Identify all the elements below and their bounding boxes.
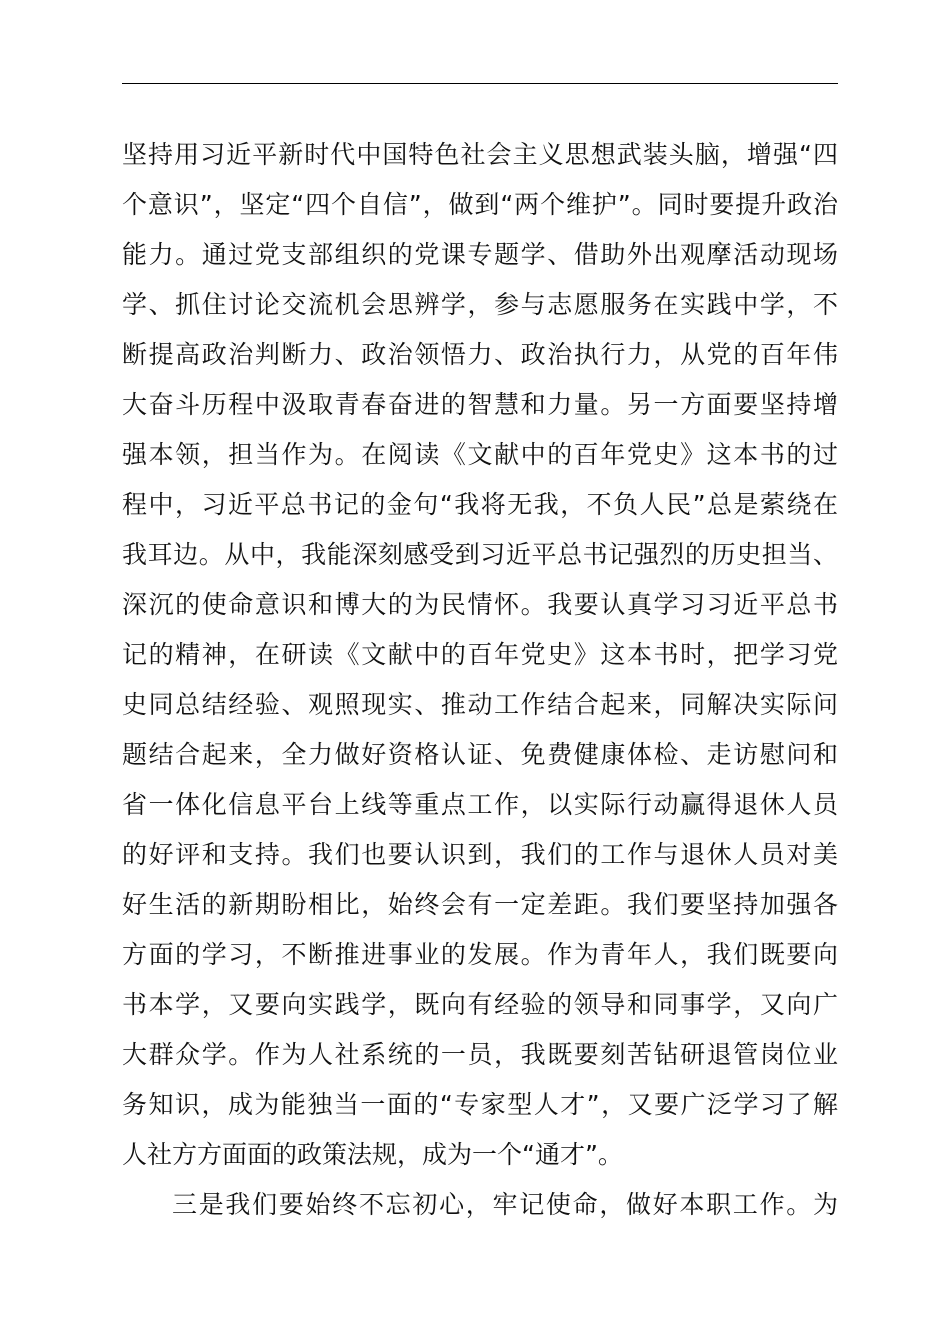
text-line: 大奋斗历程中汲取青春奋进的智慧和力量。另一方面要坚持增 [122,390,838,419]
text-line: 深沉的使命意识和博大的为民情怀。我要认真学习习近平总书 [122,590,838,619]
text-line: 强本领，担当作为。在阅读《文献中的百年党史》这本书的过 [122,440,838,469]
body-text [122,130,838,1230]
text-line: 断提高政治判断力、政治领悟力、政治执行力，从党的百年伟 [122,340,838,369]
text-line: 好生活的新期盼相比，始终会有一定差距。我们要坚持加强各 [122,890,838,919]
text-line: 史同总结经验、观照现实、推动工作结合起来，同解决实际问 [122,690,838,719]
text-line: 能力。通过党支部组织的党课专题学、借助外出观摩活动现场 [122,240,838,269]
text-line: 省一体化信息平台上线等重点工作，以实际行动赢得退休人员 [122,790,838,819]
text-line: 坚持用习近平新时代中国特色社会主义思想武装头脑，增强“四 [122,140,838,169]
text-line: 程中，习近平总书记的金句“我将无我，不负人民”总是萦绕在 [122,490,838,519]
paragraph-start-line: 三是我们要始终不忘初心，牢记使命，做好本职工作。为 [172,1190,838,1219]
text-line: 大群众学。作为人社系统的一员，我既要刻苦钻研退管岗位业 [122,1040,838,1069]
text-line: 记的精神，在研读《文献中的百年党史》这本书时，把学习党 [122,640,838,669]
text-line: 的好评和支持。我们也要认识到，我们的工作与退休人员对美 [122,840,838,869]
text-line: 学、抓住讨论交流机会思辨学，参与志愿服务在实践中学，不 [122,290,838,319]
text-line: 题结合起来，全力做好资格认证、免费健康体检、走访慰问和 [122,740,838,769]
header-rule [122,83,838,84]
paragraph-end-line: 人社方方面面的政策法规，成为一个“通才”。 [122,1140,623,1169]
text-line: 方面的学习，不断推进事业的发展。作为青年人，我们既要向 [122,940,838,969]
text-line: 个意识”，坚定“四个自信”，做到“两个维护”。同时要提升政治 [122,190,838,219]
text-line: 务知识，成为能独当一面的“专家型人才”，又要广泛学习了解 [122,1090,838,1119]
text-line: 书本学，又要向实践学，既向有经验的领导和同事学，又向广 [122,990,838,1019]
text-line: 我耳边。从中，我能深刻感受到习近平总书记强烈的历史担当、 [122,540,838,569]
